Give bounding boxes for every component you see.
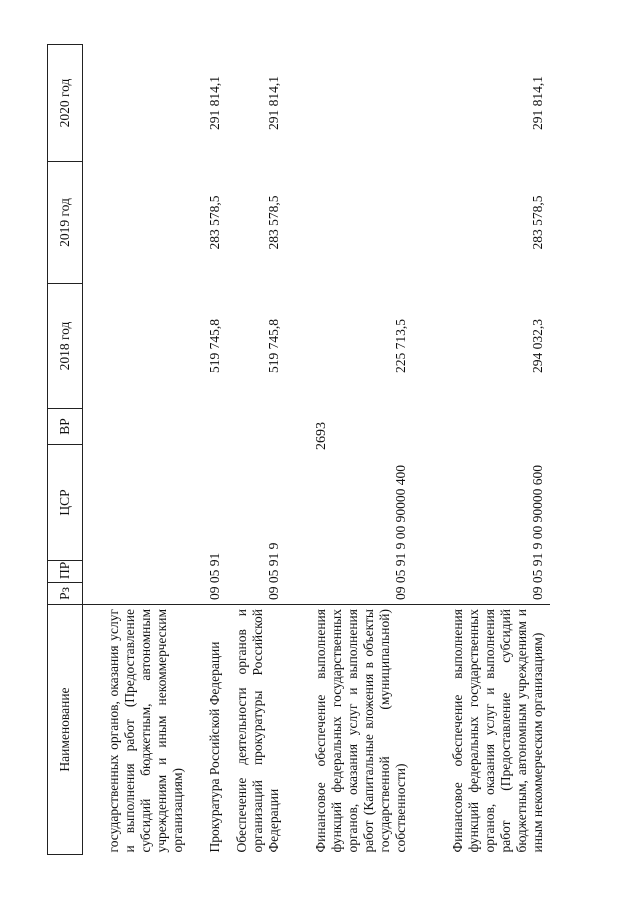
header-vr: ВР — [48, 409, 83, 445]
row-code — [83, 409, 191, 605]
row-value-2019: 283 578,5 — [207, 195, 223, 250]
table-row — [83, 45, 191, 855]
header-2019: 2019 год — [48, 162, 83, 284]
rotated-table-container — [47, 45, 587, 855]
row-code: 09 05 91 9 00 90000 400 — [393, 465, 409, 600]
row-value-2020 — [286, 45, 413, 162]
table-row — [227, 45, 286, 855]
row-value-2018: 519 745,8 — [266, 319, 282, 373]
row-value-2019: 283 578,5 — [266, 195, 282, 250]
row-name: Обеспечение деятельности органов и организаций прокуратуры Российской Федерации — [227, 605, 286, 855]
row-value-2019 — [286, 162, 413, 284]
table-row — [190, 45, 227, 855]
row-value-2018: 294 032,3 — [530, 319, 546, 373]
header-2020: 2020 год — [48, 45, 83, 162]
row-code: 09 05 91 9 00 90000 600 — [530, 465, 546, 600]
row-name: Финансовое обеспечение выполнения функций федеральных государственных органов, оказания услуг и выполнения работ (Предоставление субсидий бюджетным, автономным учреждениям и иным некоммерческим организациям) — [413, 605, 550, 855]
row-value-2020: 291 814,1 — [266, 76, 282, 130]
row-value-2020 — [83, 45, 191, 162]
row-name: государственных органов, оказания услуг и выполнения работ (Предоставление субсидий бюджетным, автономным учреждениям и иным некоммерческим организациям) — [83, 605, 191, 855]
header-rz: Рз — [48, 583, 83, 605]
table-header-row — [48, 45, 83, 855]
header-2018: 2018 год — [48, 284, 83, 409]
row-value-2020: 291 814,1 — [207, 76, 223, 130]
row-value-2018: 225 713,5 — [393, 319, 409, 373]
header-name: Наименование — [48, 605, 83, 855]
budget-table — [47, 44, 550, 855]
row-value-2018 — [83, 284, 191, 409]
row-code: 09 05 91 9 — [266, 542, 282, 600]
table-row — [413, 45, 550, 855]
table-row — [286, 45, 413, 855]
page-number: 2693 — [314, 422, 329, 450]
row-code: 09 05 91 — [207, 552, 223, 600]
row-name: Прокуратура Российской Федерации — [190, 605, 227, 855]
row-value-2018: 519 745,8 — [207, 319, 223, 373]
header-pr: ПР — [48, 561, 83, 583]
row-value-2019 — [83, 162, 191, 284]
header-csr: ЦСР — [48, 445, 83, 561]
row-name: Финансовое обеспечение выполнения функций федеральных государственных органов, оказания услуг и выполнения работ (Капитальные вложения в объекты государственной (муниципальной) собственности) — [286, 605, 413, 855]
row-value-2020: 291 814,1 — [530, 76, 546, 130]
row-value-2019: 283 578,5 — [530, 195, 546, 250]
